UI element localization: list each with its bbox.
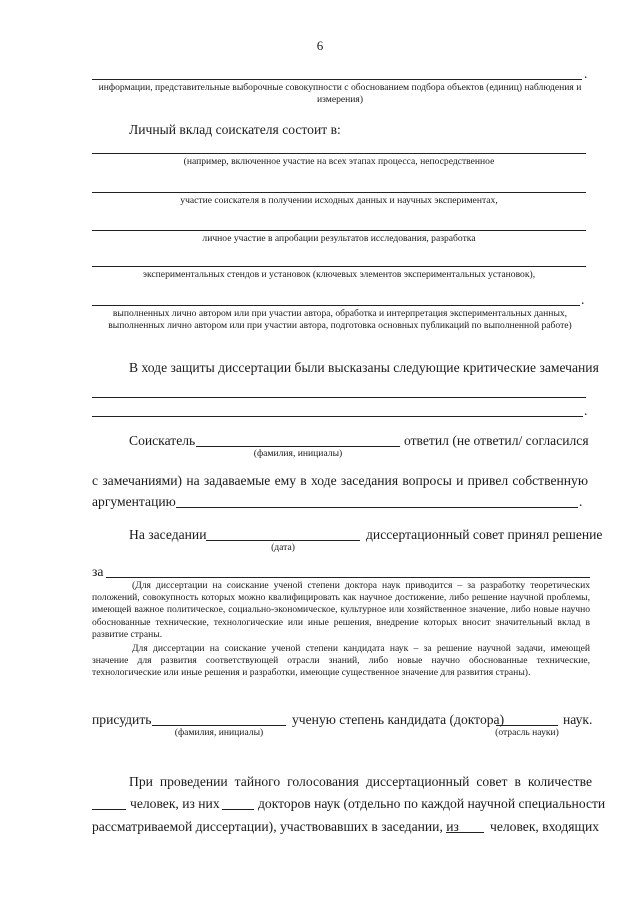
decision-field[interactable] — [106, 577, 590, 578]
award-science-suffix: наук. — [563, 712, 593, 727]
page-number: 6 — [316, 38, 324, 53]
applicant-answered: ответил (не ответил/ согласился — [404, 433, 589, 448]
end-period: . — [584, 66, 588, 81]
defense-remarks: В ходе защиты диссертации были высказаны следующие критические замечания — [129, 360, 599, 375]
award-name-field[interactable] — [152, 725, 286, 726]
contribution-note-2: участие соискателя в получении исходных данных и научных экспериментах, — [180, 195, 498, 206]
end-period: . — [581, 292, 585, 307]
applicant-label: Соискатель — [129, 433, 196, 448]
voting-line2-a: человек, из них — [130, 796, 220, 811]
award-field-of-science[interactable] — [496, 725, 558, 726]
voting-line1: При проведении тайного голосования диссертационный совет в количестве — [129, 774, 592, 789]
fill-line — [92, 397, 586, 398]
voting-line2-b: докторов наук (отдельно по каждой научной специальности — [258, 796, 606, 811]
end-period: . — [579, 494, 583, 509]
contribution-heading: Личный вклад соискателя состоит в: — [129, 122, 341, 137]
doctors-count-field[interactable] — [222, 809, 254, 810]
award-name-caption: (фамилия, инициалы) — [174, 727, 264, 738]
award-degree: ученую степень кандидата (доктора) — [292, 712, 505, 727]
explanation-doctor: (Для диссертации на соискание ученой степени доктора наук приводится – за разработку теоретических положений, совокупность которых можно квалифицировать как научное достижение, либо решение научной проблемы, имеющей важное политическое, социально-экономическое, культурное или хозяйственное значение, либо новые научно обоснованные технические, технологические или иные решения, внедрение которых вносит значительный вклад в развитие страны. — [92, 580, 590, 640]
fill-line — [92, 153, 586, 154]
fill-line — [92, 230, 586, 231]
voting-count-field[interactable] — [92, 809, 126, 810]
method-note: информации, представительные выборочные совокупности с обоснованием подбора объектов (единиц) наблюдения и измерения) — [98, 82, 582, 106]
voting-line3-a: рассматриваемой диссертации), участвовавших в заседании, из — [92, 819, 459, 834]
meeting-date-field[interactable] — [206, 540, 360, 541]
meeting-label: На заседании — [129, 527, 207, 542]
fill-line — [92, 192, 586, 193]
applicant-line2: с замечаниями) на задаваемые ему в ходе заседания вопросы и привел собственную — [92, 473, 588, 488]
meeting-decision: диссертационный совет принял решение — [366, 527, 603, 542]
explanation-candidate: Для диссертации на соискание ученой степени кандидата наук – за решение научной задачи, имеющей значение для развития соответствующей отрасли знаний, либо новые научно обоснованные технические, технологические или иные решения и разработки, имеющие существенное значение для развития страны). — [92, 643, 590, 679]
voting-line3-b: человек, входящих — [490, 819, 600, 834]
fill-line — [92, 266, 586, 267]
contribution-note-4: экспериментальных стендов и установок (ключевых элементов экспериментальных установок), — [142, 269, 536, 280]
za-label: за — [92, 564, 104, 579]
argument-label: аргументацию — [92, 494, 176, 509]
contribution-note-3: личное участие в апробации результатов исследования, разработка — [202, 233, 476, 244]
fill-line — [92, 305, 580, 306]
participants-count-field[interactable] — [446, 832, 484, 833]
fill-line — [92, 79, 582, 80]
end-period: . — [584, 403, 588, 418]
fill-line — [92, 416, 583, 417]
contribution-note-1: (например, включенное участие на всех этапах процесса, непосредственное — [183, 156, 495, 167]
argument-field[interactable] — [176, 507, 578, 508]
award-label: присудить — [92, 712, 152, 727]
meeting-date-caption: (дата) — [271, 542, 295, 553]
applicant-name-field[interactable] — [196, 446, 400, 447]
award-field-caption: (отрасль науки) — [495, 727, 559, 738]
contribution-note-5: выполненных лично автором или при участии автора, обработка и интерпретация экспериментальных данных, выполненных лично автором или при участии автора, подготовка основных публикаций по выполненной работе) — [108, 308, 572, 332]
applicant-name-caption: (фамилия, инициалы) — [253, 448, 343, 459]
